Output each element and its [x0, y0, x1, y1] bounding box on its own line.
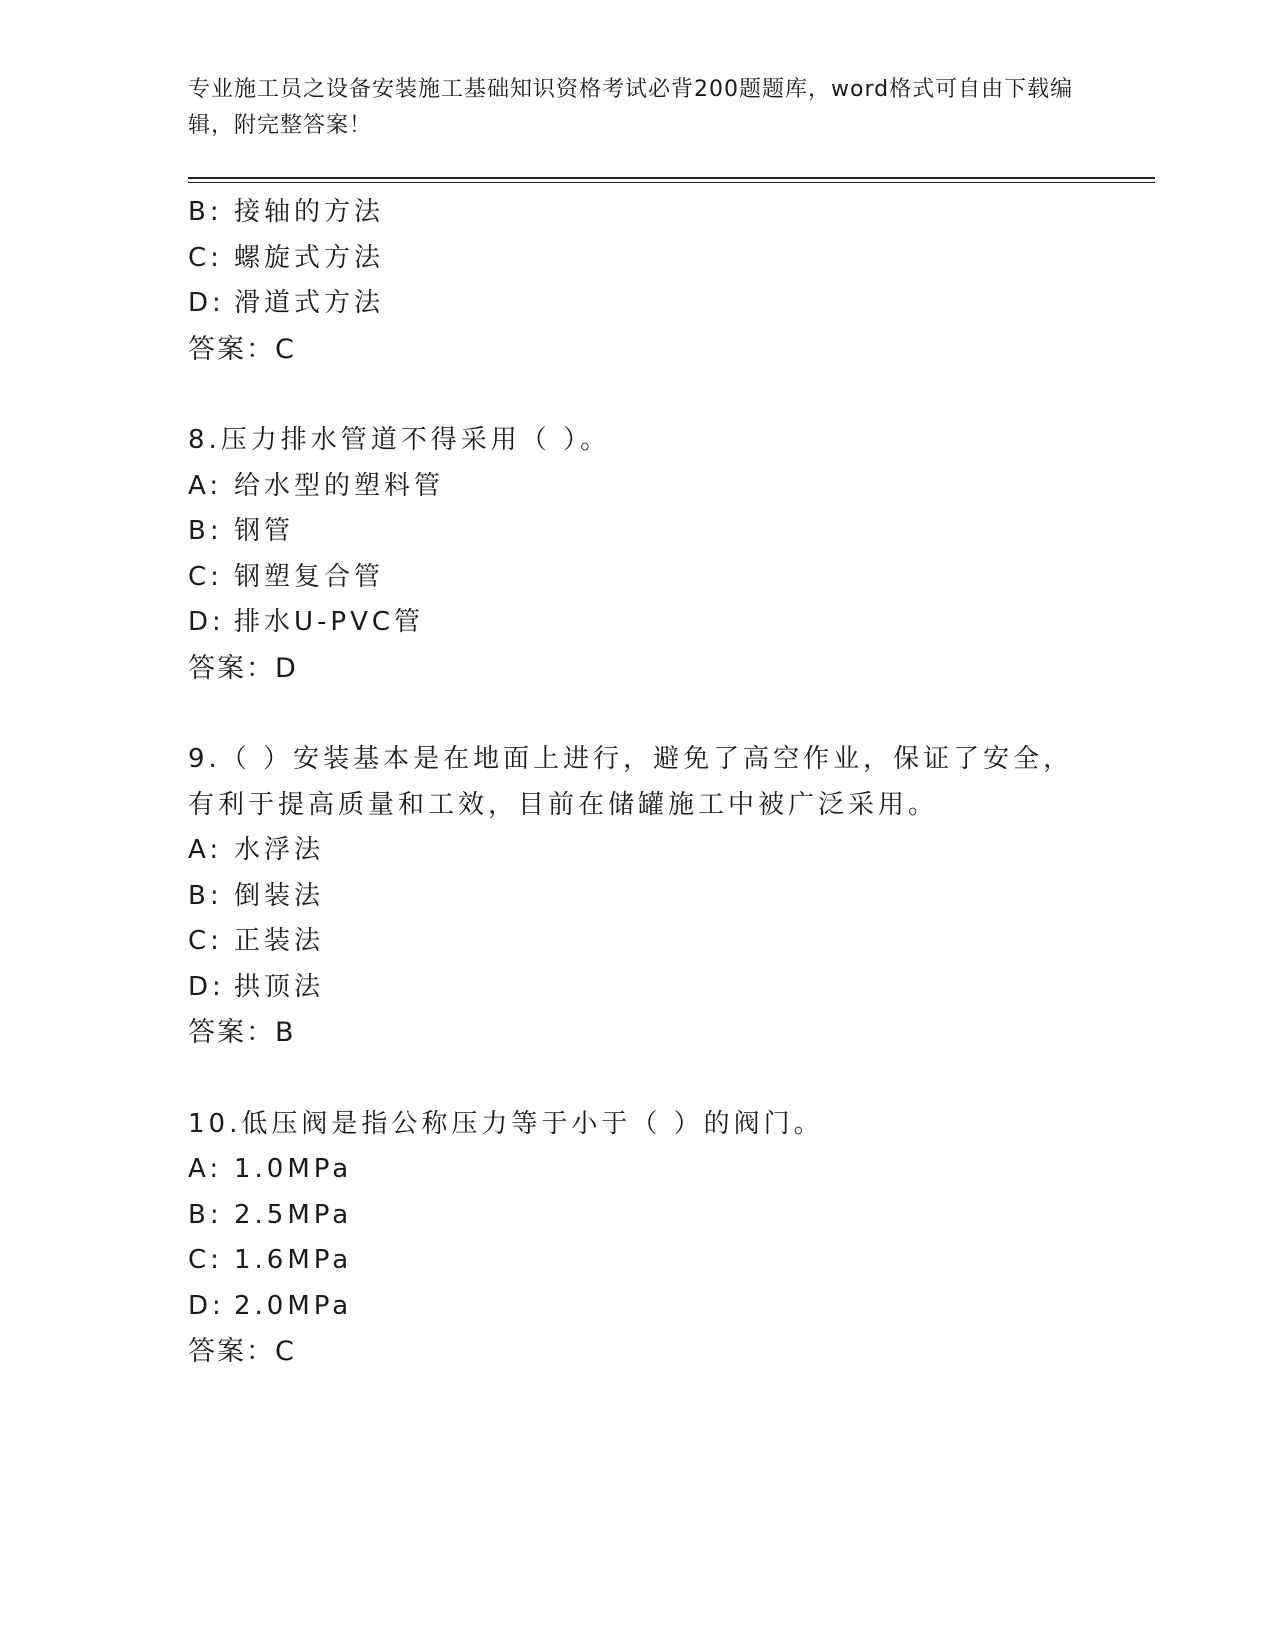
spacer: [188, 691, 1088, 737]
option-c: [188, 919, 1088, 965]
header-rule-thick: [188, 177, 1155, 179]
option-d: [188, 600, 1088, 646]
option-a: [188, 828, 1088, 874]
header-rule-thin: [188, 182, 1155, 183]
option-letter: B:: [188, 197, 223, 227]
option-c: [188, 1238, 1088, 1284]
question-content: [188, 190, 1088, 1375]
answer-line: 答案：C: [188, 1336, 296, 1367]
option-b: [188, 190, 1088, 236]
answer-line: 答案：C: [188, 333, 296, 365]
option-letter: D:: [188, 288, 225, 318]
option-letter: B:: [188, 1199, 223, 1230]
option-text: 2.5MPa: [234, 1199, 353, 1230]
option-d: [188, 965, 1088, 1011]
question-8: [188, 418, 1088, 691]
option-text: 拱顶法: [234, 971, 325, 1002]
option-letter: B:: [188, 516, 223, 546]
question-stem: 9.（ ）安装基本是在地面上进行，避免了高空作业，保证了安全，有利于提高质量和工效，目前在储罐施工中被广泛采用。: [188, 744, 1074, 820]
option-d: [188, 1284, 1088, 1330]
option-text: 倒装法: [234, 880, 325, 911]
option-b: [188, 874, 1088, 920]
option-letter: A:: [188, 835, 223, 865]
option-text: 1.0MPa: [234, 1154, 353, 1184]
question-10: [188, 1102, 1088, 1375]
option-a: [188, 464, 1088, 510]
option-letter: A:: [188, 470, 223, 501]
spacer: [188, 372, 1088, 418]
option-letter: D:: [188, 971, 225, 1002]
document-header: 专业施工员之设备安装施工基础知识资格考试必背200题题库，word格式可自由下载编辑，附完整答案！: [188, 77, 1074, 138]
option-letter: C:: [188, 242, 223, 273]
option-text: 接轴的方法: [234, 197, 385, 227]
answer-line: 答案：B: [188, 1017, 296, 1048]
option-letter: C:: [188, 1245, 223, 1275]
option-letter: D:: [188, 1290, 225, 1321]
option-text: 给水型的塑料管: [234, 470, 445, 501]
spacer: [188, 1056, 1088, 1102]
option-text: 水浮法: [234, 835, 325, 865]
option-d: [188, 281, 1088, 327]
option-b: [188, 1193, 1088, 1239]
option-text: 钢管: [234, 516, 295, 546]
option-letter: B:: [188, 880, 223, 911]
option-letter: A:: [188, 1154, 223, 1184]
option-text: 排水U-PVC管: [234, 607, 425, 637]
option-text: 钢塑复合管: [234, 561, 385, 592]
option-c: [188, 555, 1088, 601]
question-9: [188, 737, 1088, 1056]
answer-line: 答案：D: [188, 652, 298, 684]
option-text: 滑道式方法: [234, 288, 385, 318]
option-letter: C:: [188, 926, 223, 956]
option-text: 2.0MPa: [234, 1290, 353, 1321]
option-b: [188, 509, 1088, 555]
question-7-tail: [188, 190, 1088, 372]
question-stem: 10.低压阀是指公称压力等于小于（ ）的阀门。: [188, 1108, 824, 1139]
option-letter: C:: [188, 561, 223, 592]
option-text: 螺旋式方法: [234, 242, 385, 273]
option-a: [188, 1147, 1088, 1193]
option-text: 正装法: [234, 926, 325, 956]
option-c: [188, 236, 1088, 282]
option-letter: D:: [188, 607, 225, 637]
option-text: 1.6MPa: [234, 1245, 353, 1275]
question-stem: 8.压力排水管道不得采用（ ）。: [188, 425, 611, 455]
